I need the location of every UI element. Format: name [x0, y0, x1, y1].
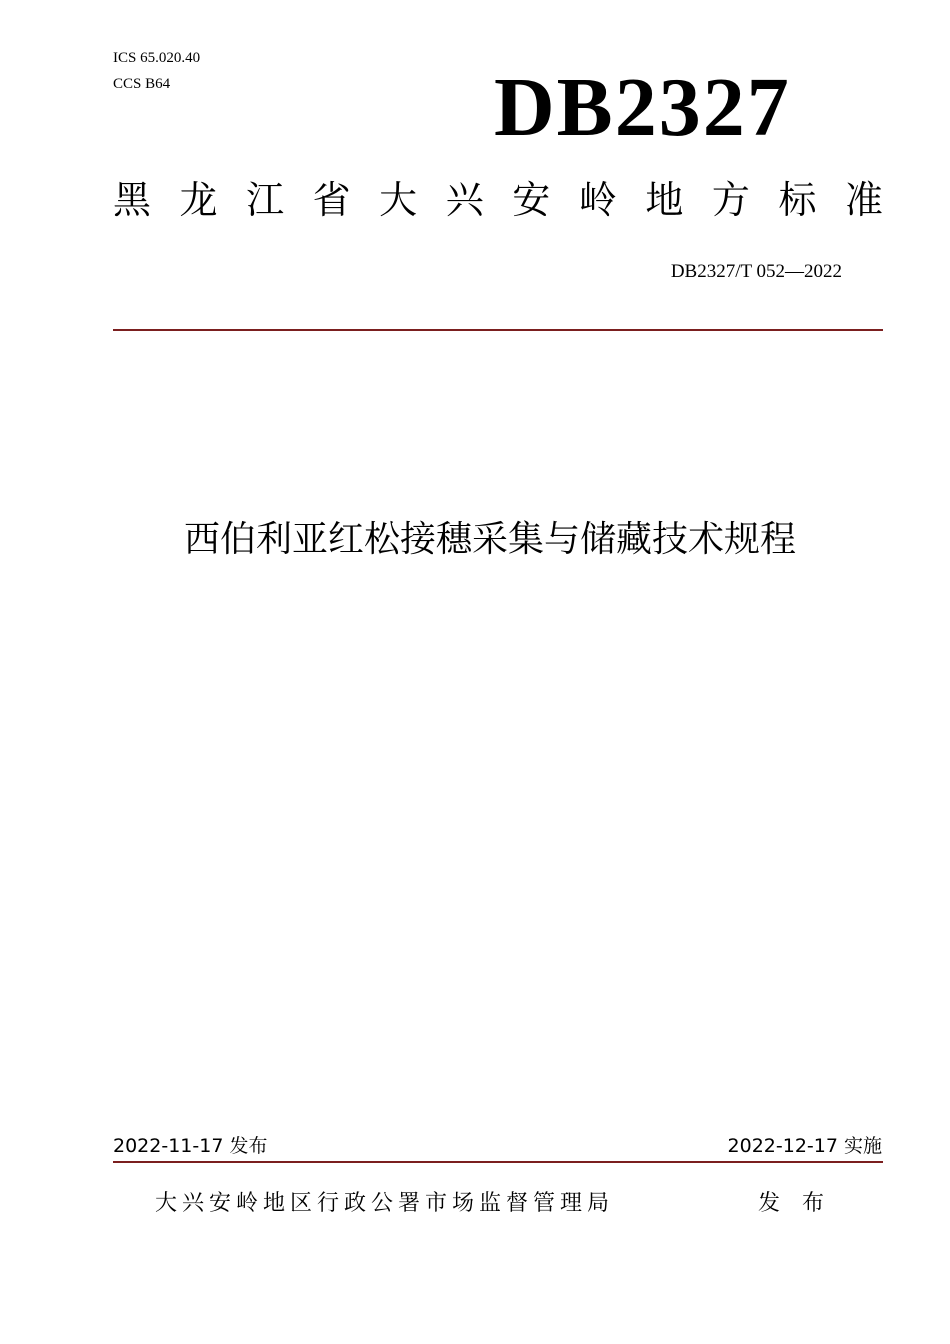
issue-date: 2022-11-17 发布	[113, 1135, 268, 1157]
standard-type-heading: 黑龙江省大兴安岭地方标准	[113, 178, 883, 222]
document-title: 西伯利亚红松接穗采集与储藏技术规程	[183, 519, 796, 560]
publish-label: 发布	[758, 1191, 847, 1216]
implementation-date: 2022-12-17 实施	[727, 1135, 882, 1157]
standard-number: DB2327/T 052—2022	[670, 261, 842, 282]
ics-code: ICS 65.020.40	[113, 50, 201, 66]
publisher-name: 大兴安岭地区行政公署市场监督管理局	[155, 1191, 615, 1216]
ccs-code: CCS B64	[113, 76, 171, 92]
standard-code-heading: DB2327	[494, 61, 791, 154]
bottom-divider	[113, 1161, 883, 1163]
top-divider	[113, 329, 883, 331]
